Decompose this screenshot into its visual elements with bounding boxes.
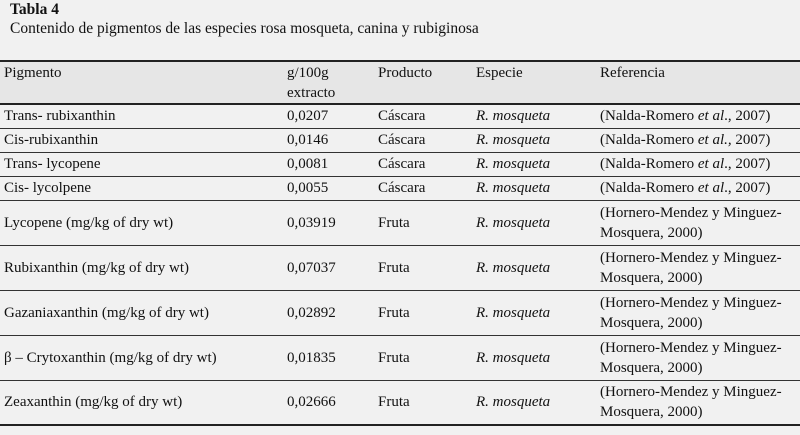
table-row bbox=[0, 335, 800, 380]
pigment-table bbox=[0, 60, 800, 426]
ref-text: ., 2007) bbox=[724, 108, 771, 125]
ref-text: (Nalda-Romero bbox=[600, 156, 698, 172]
header-referencia: Referencia bbox=[600, 65, 665, 81]
ref-line: (Hornero-Mendez y Minguez- bbox=[600, 249, 782, 266]
cell-especie: R. mosqueta bbox=[476, 214, 551, 231]
cell-valor: 0,02892 bbox=[287, 304, 336, 321]
cell-pigmento: Zeaxanthin (mg/kg of dry wt) bbox=[4, 394, 183, 411]
table-row bbox=[0, 152, 800, 176]
cell-referencia bbox=[596, 104, 800, 128]
cell-valor: 0,07037 bbox=[287, 259, 336, 276]
ref-etal: et al bbox=[697, 180, 725, 196]
cell-valor: 0,0207 bbox=[287, 108, 329, 125]
ref-line: (Hornero-Mendez y Minguez- bbox=[600, 204, 782, 221]
header-pigmento: Pigmento bbox=[4, 65, 62, 81]
cell-referencia bbox=[596, 200, 800, 245]
cell-referencia bbox=[596, 380, 800, 425]
cell-referencia bbox=[596, 335, 800, 380]
cell-producto: Cáscara bbox=[378, 180, 426, 196]
cell-producto: Fruta bbox=[378, 304, 410, 321]
header-producto: Producto bbox=[378, 65, 433, 81]
table-row bbox=[0, 200, 800, 245]
cell-valor: 0,0146 bbox=[287, 132, 329, 148]
ref-line: Mosquera, 2000) bbox=[600, 269, 703, 286]
cell-pigmento: Trans- rubixanthin bbox=[4, 108, 116, 125]
cell-referencia bbox=[596, 176, 800, 200]
table-title: Tabla 4 bbox=[10, 1, 59, 18]
ref-line: (Hornero-Mendez y Minguez- bbox=[600, 384, 782, 401]
cell-valor: 0,02666 bbox=[287, 394, 336, 411]
table-subtitle: Contenido de pigmentos de las especies rosa mosqueta, canina y rubiginosa bbox=[10, 20, 479, 37]
ref-text: ., 2007) bbox=[724, 156, 771, 172]
ref-etal: et al bbox=[697, 156, 725, 172]
cell-producto: Fruta bbox=[378, 394, 410, 411]
table-caption bbox=[10, 0, 479, 38]
table-row bbox=[0, 104, 800, 128]
ref-text: 2007) bbox=[731, 132, 771, 148]
ref-text: (Nalda-Romero bbox=[600, 132, 698, 148]
cell-especie: R. mosqueta bbox=[476, 304, 551, 321]
table-row bbox=[0, 245, 800, 290]
ref-line: Mosquera, 2000) bbox=[600, 314, 703, 331]
header-especie: Especie bbox=[476, 65, 523, 81]
ref-line: (Hornero-Mendez y Minguez- bbox=[600, 294, 782, 311]
cell-valor: 0,03919 bbox=[287, 214, 336, 231]
table-row bbox=[0, 176, 800, 200]
table-row bbox=[0, 290, 800, 335]
cell-producto: Fruta bbox=[378, 349, 410, 366]
cell-producto: Cáscara bbox=[378, 156, 426, 172]
header-valor: g/100g extracto bbox=[287, 65, 336, 101]
cell-valor: 0,0055 bbox=[287, 180, 329, 196]
cell-referencia bbox=[596, 152, 800, 176]
cell-producto: Fruta bbox=[378, 259, 410, 276]
ref-text: (Nalda-Romero bbox=[600, 108, 698, 125]
header-row bbox=[0, 61, 800, 104]
cell-referencia bbox=[596, 290, 800, 335]
cell-valor: 0,01835 bbox=[287, 349, 336, 366]
table-header bbox=[0, 61, 800, 104]
cell-pigmento: Rubixanthin (mg/kg of dry wt) bbox=[4, 259, 189, 276]
cell-pigmento: Cis- lycolpene bbox=[4, 180, 92, 196]
cell-producto: Cáscara bbox=[378, 108, 426, 125]
cell-especie: R. mosqueta bbox=[476, 349, 551, 366]
ref-line: Mosquera, 2000) bbox=[600, 404, 703, 421]
cell-especie: R. mosqueta bbox=[476, 180, 551, 196]
cell-especie: R. mosqueta bbox=[476, 259, 551, 276]
cell-referencia bbox=[596, 245, 800, 290]
cell-valor: 0,0081 bbox=[287, 156, 329, 172]
cell-pigmento: Trans- lycopene bbox=[4, 156, 101, 172]
cell-especie: R. mosqueta bbox=[476, 108, 551, 125]
cell-producto: Cáscara bbox=[378, 132, 426, 148]
cell-pigmento: Cis-rubixanthin bbox=[4, 132, 99, 148]
ref-line: Mosquera, 2000) bbox=[600, 224, 703, 241]
cell-pigmento: Lycopene (mg/kg of dry wt) bbox=[4, 214, 174, 231]
cell-especie: R. mosqueta bbox=[476, 132, 551, 148]
cell-especie: R. mosqueta bbox=[476, 156, 551, 172]
cell-referencia bbox=[596, 128, 800, 152]
cell-pigmento: β – Crytoxanthin (mg/kg of dry wt) bbox=[4, 349, 217, 366]
ref-text: (Nalda-Romero bbox=[600, 180, 698, 196]
ref-etal: et al., bbox=[697, 132, 732, 148]
table-body bbox=[0, 104, 800, 425]
ref-line: (Hornero-Mendez y Minguez- bbox=[600, 339, 782, 356]
cell-especie: R. mosqueta bbox=[476, 394, 551, 411]
table-row bbox=[0, 128, 800, 152]
cell-producto: Fruta bbox=[378, 214, 410, 231]
ref-etal: et al bbox=[697, 108, 725, 125]
cell-pigmento: Gazaniaxanthin (mg/kg of dry wt) bbox=[4, 304, 209, 321]
ref-text: ., 2007) bbox=[724, 180, 771, 196]
ref-line: Mosquera, 2000) bbox=[600, 359, 703, 376]
table-row bbox=[0, 380, 800, 425]
